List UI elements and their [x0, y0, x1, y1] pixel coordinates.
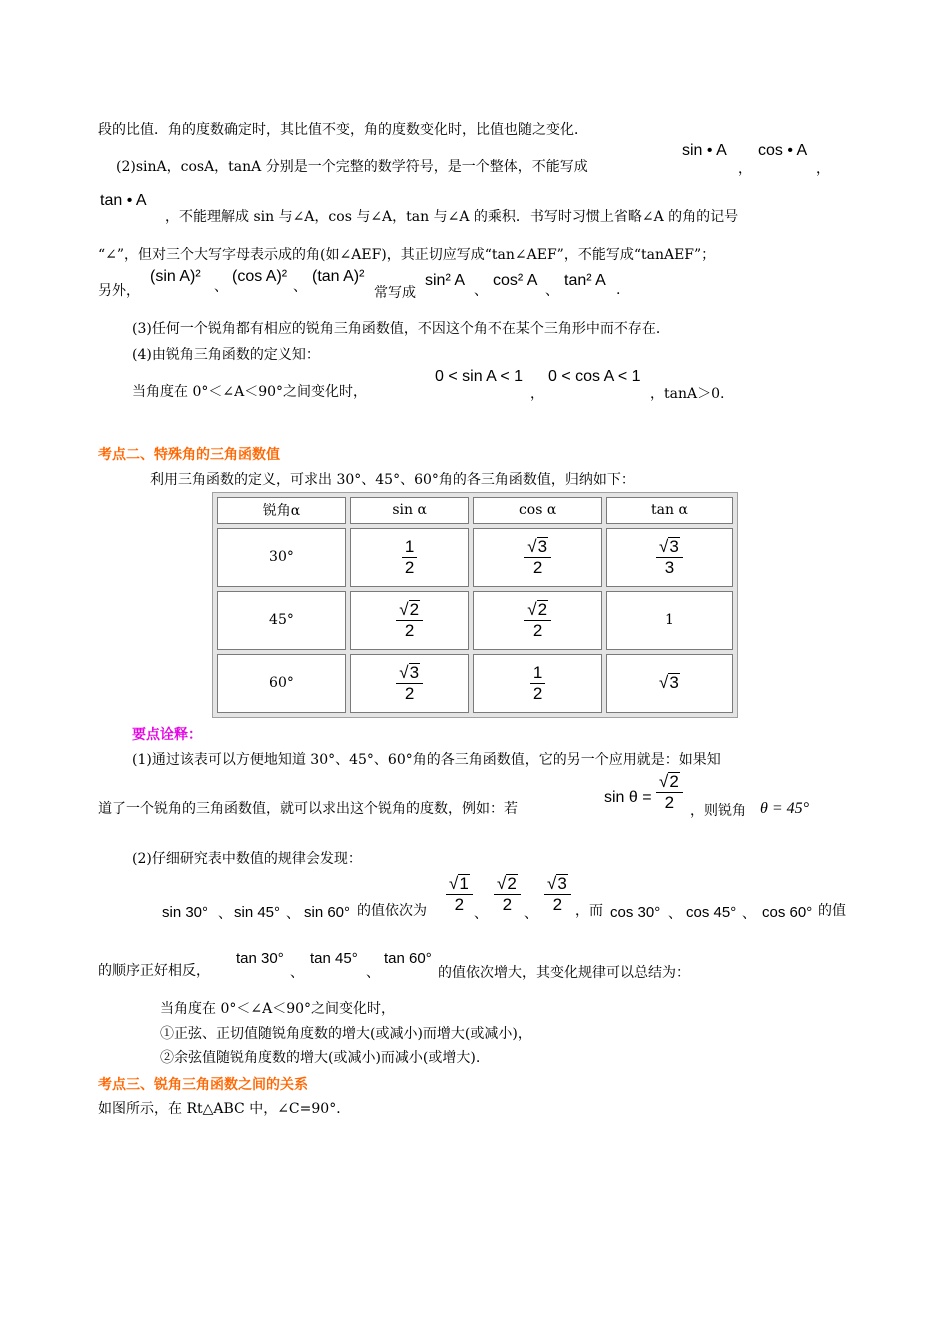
fraction-1-2: $\frac{1}{2}$: [402, 537, 417, 578]
paragraph-line: (3)任何一个锐角都有相应的锐角三角函数值，不因这个角不在某个三角形中而不存在．: [132, 321, 670, 337]
paragraph-line: 另外，: [98, 283, 140, 299]
fraction-sqrt3-2: √ 3 2: [544, 874, 571, 915]
text: ，而: [575, 903, 603, 919]
period: .: [616, 282, 621, 298]
math-cos45: cos 45°: [686, 904, 737, 921]
angle-cell: 30°: [217, 528, 346, 587]
fraction-sqrt2-2: √ 2 2: [396, 600, 423, 641]
paragraph-line: (4)由锐角三角函数的定义知：: [132, 347, 320, 363]
trig-values-table: [212, 492, 738, 718]
cos-cell: [473, 654, 602, 713]
math-sin-theta: sin θ =: [604, 789, 652, 806]
separator: 、: [545, 283, 559, 299]
paragraph-line: “∠”，但对三个大写字母表示成的角(如∠AEF)，其正切应写成“tan∠AEF”，不能写成“tanAEF”；: [98, 247, 716, 263]
separator: ，: [816, 161, 830, 177]
table-header-row: [217, 497, 733, 524]
math-tan30: tan 30°: [236, 950, 284, 967]
math-cos30: cos 30°: [610, 904, 661, 921]
section-heading: 考点三、锐角三角函数之间的关系: [98, 1077, 308, 1093]
paragraph-line: (2)仔细研究表中数值的规律会发现：: [132, 851, 362, 867]
angle-cell: 45°: [217, 591, 346, 650]
tan-cell: [606, 654, 733, 713]
tan-cell: [606, 528, 733, 587]
fraction-sqrt2-2: √ 2 2: [524, 600, 551, 641]
math-sin-squared: sin² A: [425, 272, 466, 289]
math-tan-dot-a: tan • A: [100, 192, 147, 209]
paragraph-line: ①正弦、正切值随锐角度数的增大(或减小)而增大(或减小)，: [160, 1026, 532, 1042]
math-theta-45: θ = 45°: [760, 800, 810, 817]
text: 常写成: [374, 285, 416, 301]
text: ，tanA＞0.: [650, 386, 725, 402]
separator: 、: [474, 283, 488, 299]
note-heading: 要点诠释：: [132, 727, 202, 743]
header-cell: cos α: [473, 497, 602, 524]
paragraph-line: 当角度在 0°＜∠A＜90°之间变化时，: [160, 1001, 396, 1017]
text: 的值依次增大，其变化规律可以总结为：: [438, 965, 690, 981]
math-cos60: cos 60°: [762, 904, 813, 921]
paragraph-line: ，不能理解成 sin 与∠A，cos 与∠A，tan 与∠A 的乘积．书写时习惯上省略∠A 的角的记号: [165, 209, 739, 225]
math-cos-range: 0 < cos A < 1: [548, 368, 641, 385]
math-tan-squared: tan² A: [564, 272, 606, 289]
fraction-sqrt2-2: √ 2 2: [494, 874, 521, 915]
math-tan60: tan 60°: [384, 950, 432, 967]
paragraph-line: 道了一个锐角的三角函数值，就可以求出这个锐角的度数，例如：若: [98, 801, 518, 817]
fraction-sqrt3-2: √ 3 2: [524, 537, 551, 578]
tan-cell: 1: [606, 591, 733, 650]
paragraph-line: (1)通过该表可以方便地知道 30°、45°、60°角的各三角函数值，它的另一个应用就是：如果知: [132, 752, 721, 768]
paragraph-line: 段的比值．角的度数确定时，其比值不变，角的度数变化时，比值也随之变化．: [98, 122, 588, 138]
separator: 、: [524, 906, 538, 922]
separator: ，: [530, 386, 544, 402]
sin-cell: [350, 591, 470, 650]
fraction-1-2: $\frac{1}{2}$: [530, 663, 545, 704]
math-tan45: tan 45°: [310, 950, 358, 967]
section-heading: 考点二、特殊角的三角函数值: [98, 447, 280, 463]
header-cell: tan α: [606, 497, 733, 524]
math-tan-paren-squared: (tan A)²: [312, 268, 365, 285]
math-sin60: sin 60°: [304, 904, 351, 921]
separator: 、: [474, 906, 488, 922]
fraction-sqrt3-2: √ 3 2: [396, 663, 423, 704]
separator: ，: [738, 161, 752, 177]
paragraph-line: ②余弦值随锐角度数的增大(或减小)而减小(或增大).: [160, 1050, 481, 1066]
sin-cell: [350, 528, 470, 587]
math-sin-paren-squared: (sin A)²: [150, 268, 201, 285]
separator: 、: [214, 279, 228, 295]
fraction-sqrt1-2: √ 1 2: [446, 874, 473, 915]
separator: 、: [668, 906, 682, 922]
paragraph-line: 如图所示，在 Rt△ABC 中，∠C=90°．: [98, 1101, 351, 1117]
table-row: [217, 528, 733, 587]
separator: 、: [293, 279, 307, 295]
table-row: [217, 591, 733, 650]
text: 的值依次为: [357, 903, 427, 919]
separator: 、: [742, 906, 756, 922]
header-cell: sin α: [350, 497, 470, 524]
cos-cell: [473, 528, 602, 587]
table-row: [217, 654, 733, 713]
math-sin-dot-a: sin • A: [682, 142, 727, 159]
header-cell: 锐角α: [217, 497, 346, 524]
text: 的值: [818, 903, 846, 919]
separator: 、: [218, 906, 232, 922]
separator: 、: [286, 906, 300, 922]
paragraph-line: 的顺序正好相反，: [98, 963, 210, 979]
separator: 、: [366, 965, 380, 981]
math-cos-paren-squared: (cos A)²: [232, 268, 288, 285]
math-cos-squared: cos² A: [493, 272, 538, 289]
paragraph-line: 当角度在 0°＜∠A＜90°之间变化时，: [132, 384, 368, 400]
cos-cell: [473, 591, 602, 650]
fraction-sqrt2-2: √ 2 2: [656, 772, 683, 813]
math-sin-range: 0 < sin A < 1: [435, 368, 524, 385]
paragraph-line: 利用三角函数的定义，可求出 30°、45°、60°角的各三角函数值，归纳如下：: [150, 472, 635, 488]
angle-cell: 60°: [217, 654, 346, 713]
math-sin30: sin 30°: [162, 904, 209, 921]
sqrt-3: √ 3: [659, 673, 679, 693]
separator: 、: [290, 965, 304, 981]
math-sin45: sin 45°: [234, 904, 281, 921]
sin-cell: [350, 654, 470, 713]
fraction-sqrt3-3: √ 3 3: [656, 537, 683, 578]
text: ，则锐角: [690, 803, 746, 819]
paragraph-line: (2)sinA，cosA，tanA 分别是一个完整的数学符号，是一个整体，不能写成: [116, 159, 588, 175]
math-cos-dot-a: cos • A: [758, 142, 808, 159]
